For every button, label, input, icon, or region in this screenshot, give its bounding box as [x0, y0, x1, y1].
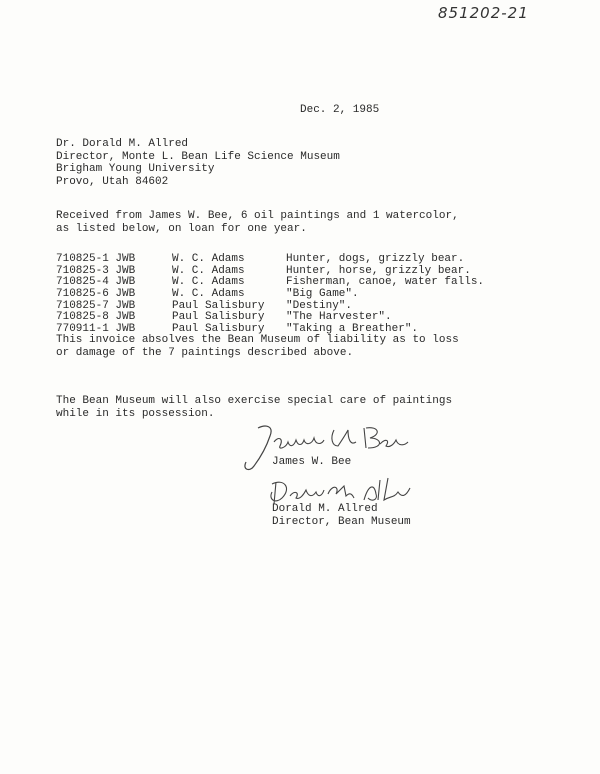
item-artist: W. C. Adams: [172, 276, 245, 289]
item-id: 710825-4 JWB: [56, 276, 136, 289]
item-title: Hunter, dogs, grizzly bear.: [286, 253, 465, 265]
recipient-org: Brigham Young University: [56, 163, 215, 175]
signer2-block: [272, 503, 411, 528]
item-id: 710825-3 JWB: [56, 264, 136, 277]
care-paragraph: The Bean Museum will also exercise special care of paintings while in its possession.: [56, 395, 453, 420]
item-artist: Paul Salisbury: [172, 323, 265, 336]
item-id: 770911-1 JWB: [56, 323, 136, 336]
item-artist: W. C. Adams: [172, 264, 245, 277]
item-id: 710825-1 JWB: [56, 253, 136, 265]
signer1-name: James W. Bee: [272, 456, 352, 468]
item-id: 710825-8 JWB: [56, 311, 136, 324]
item-title: "Big Game".: [286, 288, 359, 301]
item-artist: W. C. Adams: [172, 288, 245, 301]
signer2-title: Director, Bean Museum: [272, 515, 411, 528]
item-artist: Paul Salisbury: [172, 299, 265, 312]
item-id: 710825-7 JWB: [56, 299, 136, 312]
item-title: "Destiny".: [286, 299, 353, 312]
recipient-city: Provo, Utah 84602: [56, 175, 169, 188]
item-title: Fisherman, canoe, water falls.: [286, 276, 485, 289]
item-artist: W. C. Adams: [172, 253, 245, 265]
signer2-name: Dorald M. Allred: [272, 503, 378, 515]
item-title: "Taking a Breather".: [286, 323, 419, 336]
intro-paragraph: Received from James W. Bee, 6 oil paintings and 1 watercolor, as listed below, on loan for one year.: [56, 210, 459, 235]
letter-date: Dec. 2, 1985: [300, 104, 380, 116]
item-artist: Paul Salisbury: [172, 311, 265, 324]
item-id: 710825-6 JWB: [56, 288, 136, 301]
recipient-address: [56, 138, 340, 188]
recipient-name: Dr. Dorald M. Allred: [56, 138, 189, 150]
document-number: 851202-21: [438, 4, 529, 22]
item-title: "The Harvester".: [286, 311, 392, 324]
item-title: Hunter, horse, grizzly bear.: [286, 264, 471, 277]
liability-paragraph: This invoice absolves the Bean Museum of liability as to loss or damage of the 7 paintings described above.: [56, 334, 459, 359]
recipient-title: Director, Monte L. Bean Life Science Museum: [56, 150, 340, 163]
